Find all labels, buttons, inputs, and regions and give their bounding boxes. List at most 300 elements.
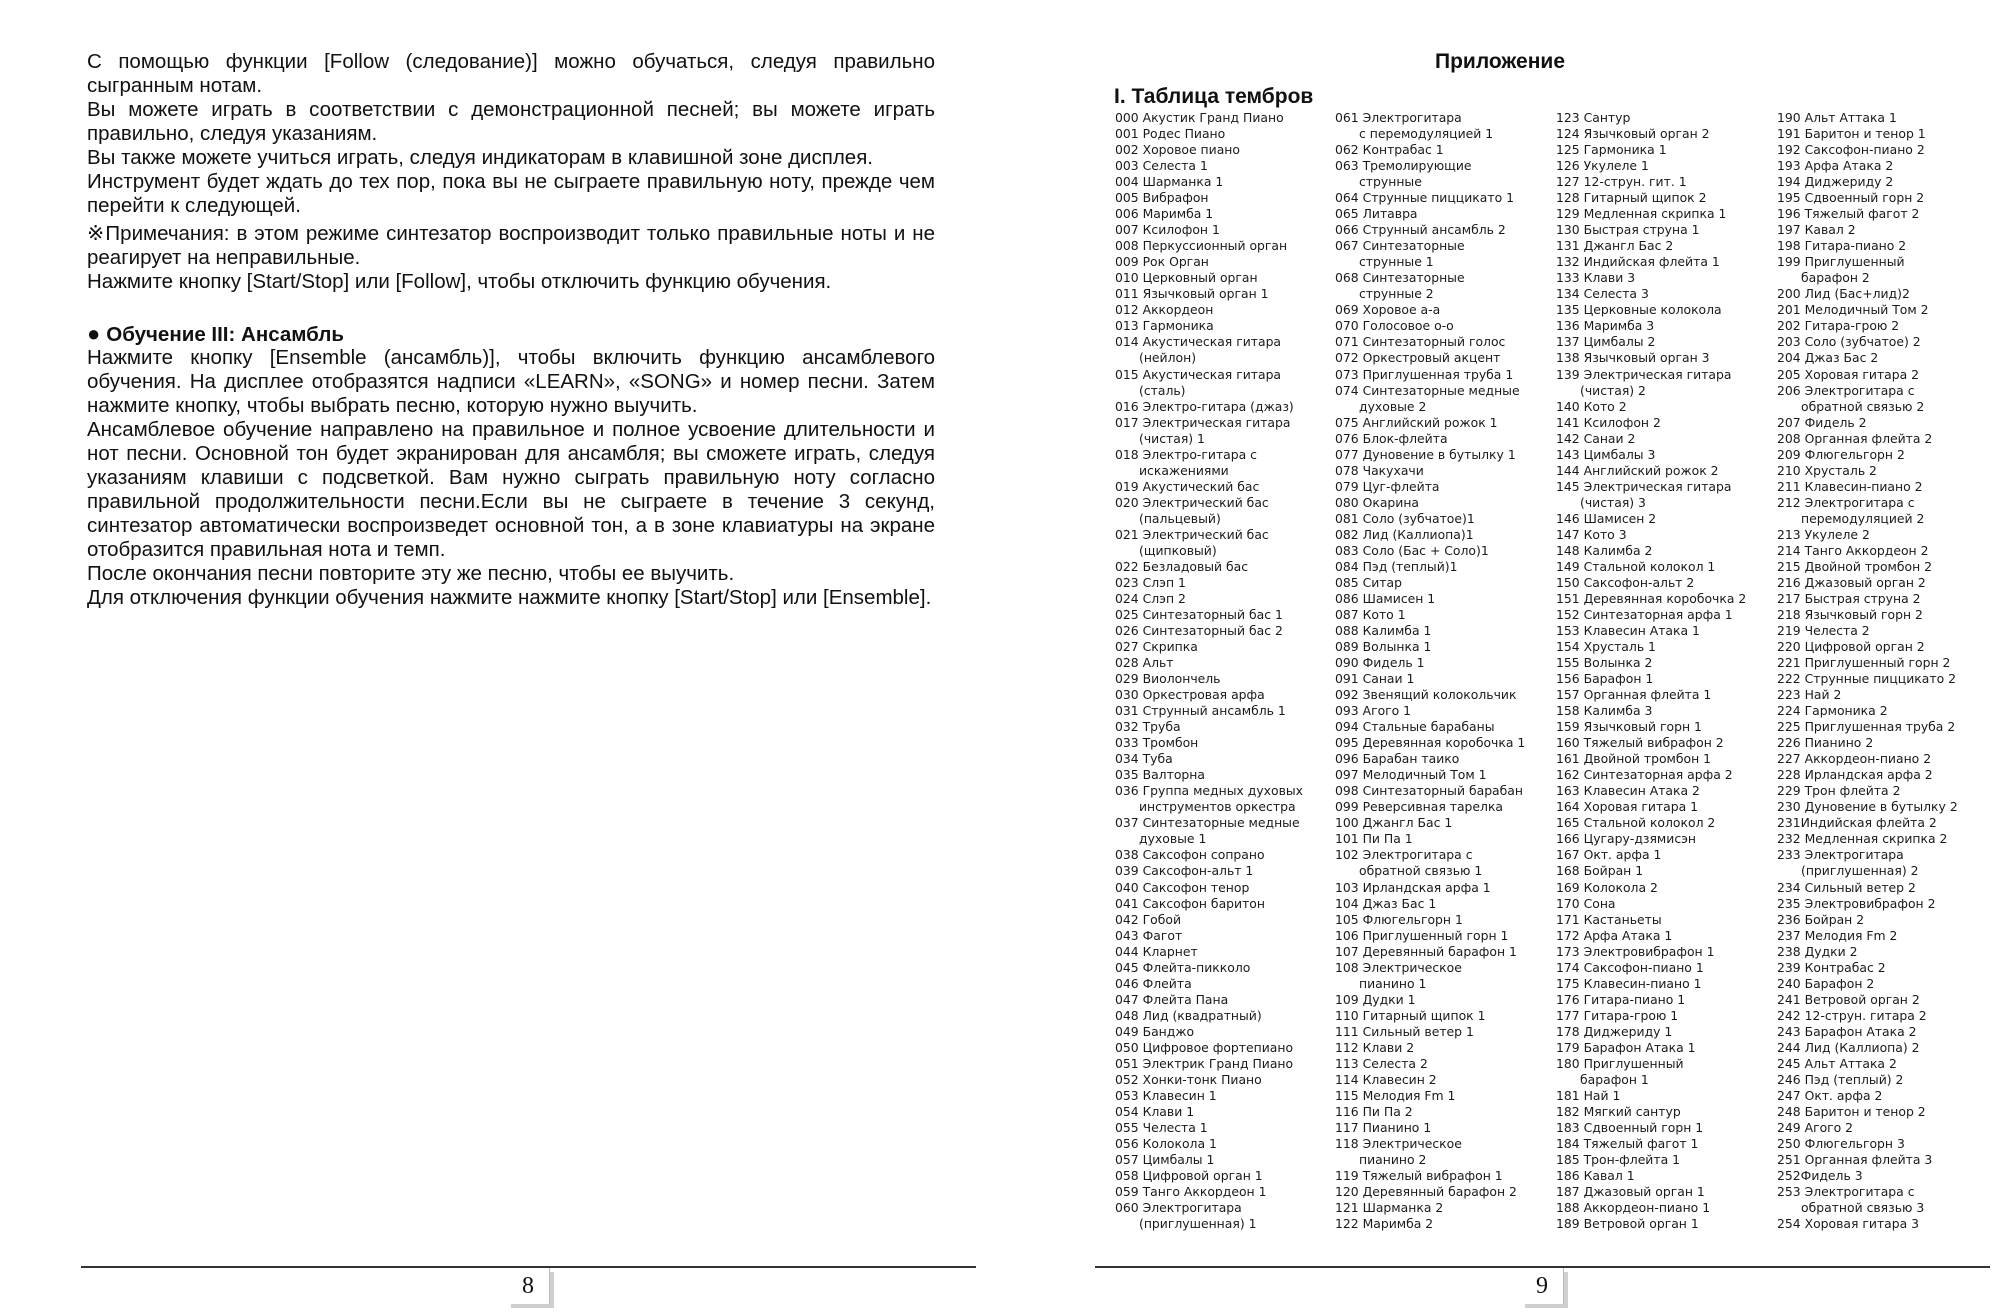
timbre-item: 009 Рок Орган — [1115, 254, 1209, 270]
timbre-item: 084 Пэд (теплый)1 — [1335, 558, 1458, 574]
timbre-item: 142 Санаи 2 — [1556, 430, 1636, 446]
timbre-item: 099 Реверсивная тарелка — [1335, 799, 1504, 815]
timbre-item: 021 Электрический бас — [1115, 526, 1269, 542]
timbre-item: 023 Слэп 1 — [1115, 574, 1186, 590]
timbre-item: 041 Саксофон баритон — [1115, 895, 1265, 911]
timbre-item: 086 Шамисен 1 — [1335, 590, 1436, 606]
timbre-item: 014 Акустическая гитара — [1115, 334, 1282, 350]
timbre-item: 120 Деревянный барафон 2 — [1335, 1184, 1517, 1200]
timbre-item: 077 Дуновение в бутылку 1 — [1335, 446, 1516, 462]
timbre-item: 048 Лид (квадратный) — [1115, 1007, 1262, 1023]
timbre-item: 254 Хоровая гитара 3 — [1777, 1216, 1920, 1232]
timbre-item: 026 Синтезаторный бас 2 — [1115, 623, 1283, 638]
timbre-item: 025 Синтезаторный бас 1 — [1115, 606, 1283, 622]
timbre-item: 083 Соло (Бас + Соло)1 — [1335, 542, 1489, 558]
timbre-item: 116 Пи Па 2 — [1335, 1103, 1413, 1119]
page-number: 8 — [507, 1268, 550, 1304]
timbre-item: 152 Синтезаторная арфа 1 — [1556, 606, 1733, 622]
timbre-item: 249 Агого 2 — [1777, 1119, 1854, 1135]
paragraph: Вы также можете учиться играть, следуя индикаторам в клавишной зоне дисплея. — [87, 146, 873, 169]
timbre-item: 235 Электровибрафон 2 — [1777, 895, 1936, 911]
timbre-item: 136 Маримба 3 — [1556, 318, 1655, 334]
timbre-item: 126 Укулеле 1 — [1556, 158, 1649, 174]
timbre-item: 145 Электрическая гитара — [1556, 478, 1732, 494]
timbre-item: 055 Челеста 1 — [1115, 1119, 1208, 1135]
timbre-item: 060 Электрогитара — [1115, 1200, 1242, 1216]
intro-text — [87, 50, 935, 218]
timbre-item: 068 Синтезаторные — [1335, 270, 1465, 286]
timbre-item: 016 Электро-гитара (джаз) — [1115, 398, 1294, 414]
timbre-item: 102 Электрогитара с — [1335, 847, 1473, 863]
timbre-item: 234 Сильный ветер 2 — [1777, 879, 1916, 895]
timbre-item: 133 Клави 3 — [1556, 270, 1636, 286]
timbre-item: 007 Ксилофон 1 — [1115, 222, 1220, 238]
timbre-item: 144 Английский рожок 2 — [1556, 462, 1719, 478]
timbre-item: 081 Соло (зубчатое)1 — [1335, 510, 1475, 526]
timbre-item: 184 Тяжелый фагот 1 — [1556, 1136, 1699, 1151]
paragraph: Нажмите кнопку [Ensemble (ансамбль)], чтобы включить функцию ансамблевого обучения. На дисплее отобразятся надписи «LEARN», «SONG» и номер песни. Затем нажмите кнопку, чтобы выбрать песню, которую нужно выучить. — [87, 346, 935, 417]
timbre-item: 153 Клавесин Атака 1 — [1556, 623, 1700, 638]
timbre-item: 015 Акустическая гитара — [1115, 366, 1282, 382]
timbre-item: 094 Стальные барабаны — [1335, 719, 1495, 735]
timbre-item: 105 Флюгельгорн 1 — [1335, 911, 1463, 927]
timbre-item: 208 Органная флейта 2 — [1777, 430, 1933, 446]
timbre-item: 030 Оркестровая арфа — [1115, 687, 1265, 703]
timbre-item: 192 Саксофон-пиано 2 — [1777, 142, 1925, 158]
timbre-item: 018 Электро-гитара с — [1115, 446, 1257, 462]
timbre-item: 082 Лид (Каллиопа)1 — [1335, 526, 1474, 542]
timbre-item: 080 Окарина — [1335, 494, 1420, 510]
timbre-item: 210 Хрусталь 2 — [1777, 462, 1877, 478]
section-heading-text: Обучение III: Ансамбль — [106, 323, 344, 346]
timbre-item: 185 Трон-флейта 1 — [1556, 1152, 1680, 1168]
timbre-item: 042 Гобой — [1115, 911, 1182, 927]
timbre-item: 146 Шамисен 2 — [1556, 510, 1657, 526]
timbre-item: 228 Ирландская арфа 2 — [1777, 767, 1933, 783]
timbre-item: 056 Колокола 1 — [1115, 1136, 1217, 1151]
timbre-item: 032 Труба — [1115, 719, 1181, 735]
timbre-item: 224 Гармоника 2 — [1777, 703, 1888, 719]
paragraph: После окончания песни повторите эту же песню, чтобы ее выучить. — [87, 562, 735, 585]
timbre-item: 017 Электрическая гитара — [1115, 414, 1291, 430]
timbre-item: 020 Электрический бас — [1115, 494, 1269, 510]
appendix-title: Приложение — [1434, 50, 1565, 73]
timbre-item: 045 Флейта-пикколо — [1115, 959, 1251, 975]
timbre-item: 093 Агого 1 — [1335, 703, 1412, 719]
timbre-item: 187 Джазовый орган 1 — [1556, 1184, 1705, 1200]
timbre-item: 003 Селеста 1 — [1115, 158, 1208, 174]
timbre-item: 196 Тяжелый фагот 2 — [1777, 206, 1920, 222]
timbre-item: 010 Церковный орган — [1115, 270, 1258, 286]
timbre-item: 141 Ксилофон 2 — [1556, 414, 1661, 430]
timbre-item: 218 Язычковый горн 2 — [1777, 606, 1923, 622]
paragraph: Вы можете играть в соответствии с демонстрационной песней; вы можете играть правильно, следуя указаниям. — [87, 98, 935, 145]
timbre-item: 180 Приглушенный — [1556, 1055, 1684, 1071]
timbre-item: 000 Акустик Гранд Пиано — [1115, 110, 1284, 125]
timbre-item: 226 Пианино 2 — [1777, 735, 1874, 751]
timbre-item: 013 Гармоника — [1115, 318, 1214, 334]
timbre-item: 244 Лид (Каллиопа) 2 — [1777, 1039, 1920, 1055]
timbre-item: 227 Аккордеон-пиано 2 — [1777, 751, 1932, 767]
timbre-item-continuation: (нейлон) — [1139, 350, 1197, 366]
timbre-item-continuation: инструментов оркестра — [1139, 799, 1296, 815]
timbre-item: 063 Тремолирующие — [1335, 158, 1472, 174]
timbre-item: 222 Струнные пиццикато 2 — [1777, 671, 1956, 687]
timbre-item: 132 Индийская флейта 1 — [1556, 254, 1720, 270]
timbre-item: 242 12-струн. гитара 2 — [1777, 1007, 1927, 1023]
timbre-item: 074 Синтезаторные медные — [1335, 382, 1520, 398]
timbre-item: 044 Кларнет — [1115, 943, 1198, 959]
timbre-item-continuation: пианино 2 — [1359, 1152, 1427, 1168]
timbre-item: 104 Джаз Бас 1 — [1335, 895, 1437, 911]
timbre-item: 027 Скрипка — [1115, 639, 1198, 655]
timbre-item-continuation: (пальцевый) — [1139, 510, 1221, 526]
timbre-item: 028 Альт — [1115, 655, 1174, 671]
timbre-item: 106 Приглушенный горн 1 — [1335, 927, 1509, 943]
timbre-item: 012 Аккордеон — [1115, 302, 1214, 318]
timbre-item: 188 Аккордеон-пиано 1 — [1556, 1200, 1711, 1216]
timbre-item: 161 Двойной тромбон 1 — [1556, 751, 1712, 767]
timbre-column-1 — [1115, 110, 1335, 1232]
timbre-item: 050 Цифровое фортепиано — [1115, 1039, 1294, 1055]
timbre-item: 006 Маримба 1 — [1115, 206, 1214, 222]
paragraph: С помощью функции [Follow (следование)] можно обучаться, следуя правильно сыгранным нотам. — [87, 50, 935, 97]
timbre-item: 148 Калимба 2 — [1556, 542, 1653, 558]
timbre-item: 225 Приглушенная труба 2 — [1777, 719, 1956, 735]
timbre-item-continuation: пианино 1 — [1359, 975, 1427, 991]
timbre-item-continuation: струнные 2 — [1359, 286, 1434, 302]
timbre-column-2 — [1335, 110, 1555, 1232]
timbre-item: 079 Цуг-флейта — [1335, 478, 1440, 494]
timbre-item-continuation: с перемодуляцией 1 — [1359, 126, 1494, 142]
timbre-item: 111 Сильный ветер 1 — [1335, 1023, 1474, 1039]
timbre-item: 059 Танго Аккордеон 1 — [1115, 1184, 1267, 1200]
timbre-item: 004 Шарманка 1 — [1115, 174, 1224, 190]
timbre-item: 117 Пианино 1 — [1335, 1119, 1432, 1135]
timbre-item: 213 Укулеле 2 — [1777, 526, 1870, 542]
timbre-item: 139 Электрическая гитара — [1556, 366, 1732, 382]
timbre-item: 158 Калимба 3 — [1556, 703, 1653, 719]
timbre-item: 072 Оркестровый акцент — [1335, 350, 1501, 366]
timbre-item: 169 Колокола 2 — [1556, 879, 1658, 895]
timbre-item: 053 Клавесин 1 — [1115, 1087, 1217, 1103]
timbre-item: 058 Цифровой орган 1 — [1115, 1168, 1263, 1184]
timbre-item: 096 Барабан таико — [1335, 751, 1460, 767]
timbre-item: 164 Хоровая гитара 1 — [1556, 799, 1699, 815]
timbre-item: 090 Фидель 1 — [1335, 655, 1425, 671]
timbre-column-3 — [1556, 110, 1776, 1232]
exit-instruction: Нажмите кнопку [Start/Stop] или [Follow], чтобы отключить функцию обучения. — [87, 270, 832, 293]
timbre-item: 049 Банджо — [1115, 1023, 1195, 1039]
timbre-item: 155 Волынка 2 — [1556, 655, 1653, 671]
timbre-item-continuation: (чистая) 2 — [1580, 382, 1646, 398]
timbre-item: 157 Органная флейта 1 — [1556, 687, 1712, 703]
timbre-item: 202 Гитара-грою 2 — [1777, 318, 1900, 334]
timbre-item: 039 Саксофон-альт 1 — [1115, 863, 1254, 879]
timbre-item: 114 Клавесин 2 — [1335, 1071, 1437, 1087]
timbre-item: 189 Ветровой орган 1 — [1556, 1216, 1699, 1232]
timbre-item: 024 Слэп 2 — [1115, 590, 1186, 606]
timbre-item-continuation: искажениями — [1139, 462, 1229, 478]
paragraph: Ансамблевое обучение направлено на правильное и полное усвоение длительности и нот песни. Основной тон будет экранирован для ансамбля; вы сможете играть, следуя указаниям клавиши с подсветкой. Вам нужно сыграть правильную ноту согласно правильной продолжительности песни.Если вы не сыграете в течение 3 секунд, синтезатор автоматически воспроизведет основной тон, а в зоне клавиатуры на экране отобразится правильная нота и темп. — [87, 418, 935, 561]
timbre-item: 186 Кавал 1 — [1556, 1168, 1635, 1184]
timbre-item: 089 Волынка 1 — [1335, 639, 1432, 655]
timbre-item: 230 Дуновение в бутылку 2 — [1777, 799, 1958, 815]
timbre-item: 043 Фагот — [1115, 927, 1183, 943]
timbre-item: 220 Цифровой орган 2 — [1777, 639, 1925, 655]
timbre-item: 091 Санаи 1 — [1335, 671, 1415, 687]
timbre-item: 154 Хрусталь 1 — [1556, 639, 1656, 655]
timbre-item: 022 Безладовый бас — [1115, 558, 1249, 574]
timbre-item: 123 Сантур — [1556, 110, 1631, 125]
timbre-item: 002 Хоровое пиано — [1115, 142, 1240, 158]
timbre-item: 140 Кото 2 — [1556, 398, 1627, 414]
timbre-item: 033 Тромбон — [1115, 735, 1199, 751]
timbre-item: 206 Электрогитара с — [1777, 382, 1915, 398]
timbre-item: 159 Язычковый горн 1 — [1556, 719, 1702, 735]
timbre-item: 251 Органная флейта 3 — [1777, 1152, 1933, 1168]
timbre-item: 085 Ситар — [1335, 574, 1402, 590]
bullet-icon: ● — [87, 321, 101, 346]
timbre-item: 203 Соло (зубчатое) 2 — [1777, 334, 1921, 350]
timbre-item: 231Индийская флейта 2 — [1777, 815, 1937, 831]
timbre-item: 195 Сдвоенный горн 2 — [1777, 190, 1925, 206]
timbre-item: 163 Клавесин Атака 2 — [1556, 783, 1700, 799]
timbre-item: 236 Бойран 2 — [1777, 911, 1865, 927]
timbre-item: 193 Арфа Атака 2 — [1777, 158, 1894, 174]
timbre-item: 098 Синтезаторный барабан — [1335, 783, 1523, 799]
timbre-item: 087 Кото 1 — [1335, 606, 1406, 622]
timbre-item: 165 Стальной колокол 2 — [1556, 815, 1716, 831]
timbre-item: 046 Флейта — [1115, 975, 1192, 991]
timbre-item: 211 Клавесин-пиано 2 — [1777, 478, 1923, 494]
timbre-item-continuation: (приглушенная) 1 — [1139, 1216, 1257, 1232]
timbre-item: 243 Барафон Атака 2 — [1777, 1023, 1917, 1039]
timbre-item: 229 Трон флейта 2 — [1777, 783, 1901, 799]
timbre-item: 115 Мелодия Fm 1 — [1335, 1087, 1456, 1103]
timbre-item: 101 Пи Па 1 — [1335, 831, 1413, 847]
timbre-item-continuation: (чистая) 3 — [1580, 494, 1646, 510]
timbre-item: 151 Деревянная коробочка 2 — [1556, 590, 1747, 606]
timbre-item: 057 Цимбалы 1 — [1115, 1152, 1215, 1168]
timbre-item: 037 Синтезаторные медные — [1115, 815, 1300, 831]
timbre-item: 061 Электрогитара — [1335, 110, 1462, 125]
timbre-item: 214 Танго Аккордеон 2 — [1777, 542, 1929, 558]
timbre-item: 112 Клави 2 — [1335, 1039, 1415, 1055]
timbre-item: 031 Струнный ансамбль 1 — [1115, 703, 1286, 719]
timbre-item: 160 Тяжелый вибрафон 2 — [1556, 735, 1724, 751]
timbre-item: 175 Клавесин-пиано 1 — [1556, 975, 1702, 991]
timbre-item: 237 Мелодия Fm 2 — [1777, 927, 1898, 943]
timbre-item: 073 Приглушенная труба 1 — [1335, 366, 1514, 382]
timbre-item: 200 Лид (Бас+лид)2 — [1777, 286, 1910, 302]
timbre-item: 067 Синтезаторные — [1335, 238, 1465, 254]
timbre-item-continuation: струнные — [1359, 174, 1422, 190]
timbre-item: 247 Окт. арфа 2 — [1777, 1087, 1883, 1103]
timbre-item: 167 Окт. арфа 1 — [1556, 847, 1662, 863]
timbre-item-continuation: перемодуляцией 2 — [1801, 510, 1925, 526]
timbre-item: 029 Виолончель — [1115, 671, 1221, 687]
timbre-item-continuation: (приглушенная) 2 — [1801, 863, 1919, 879]
timbre-item: 066 Струнный ансамбль 2 — [1335, 222, 1506, 238]
timbre-item: 005 Вибрафон — [1115, 190, 1209, 206]
timbre-item: 036 Группа медных духовых — [1115, 783, 1304, 799]
timbre-item: 207 Фидель 2 — [1777, 414, 1867, 430]
timbre-item-continuation: (чистая) 1 — [1139, 430, 1205, 446]
paragraph: Для отключения функции обучения нажмите нажмите кнопку [Start/Stop] или [Ensemble]. — [87, 586, 932, 609]
timbre-item: 240 Барафон 2 — [1777, 975, 1875, 991]
timbre-item: 054 Клави 1 — [1115, 1103, 1195, 1119]
timbre-item: 241 Ветровой орган 2 — [1777, 991, 1920, 1007]
timbre-item: 062 Контрабас 1 — [1335, 142, 1444, 158]
timbre-item: 078 Чакухачи — [1335, 462, 1424, 478]
timbre-item: 107 Деревянный барафон 1 — [1335, 943, 1517, 959]
timbre-item-continuation: обратной связью 2 — [1801, 398, 1925, 414]
timbre-item: 121 Шарманка 2 — [1335, 1200, 1444, 1216]
timbre-item: 173 Электровибрафон 1 — [1556, 943, 1715, 959]
timbre-item: 217 Быстрая струна 2 — [1777, 590, 1921, 606]
timbre-item: 182 Мягкий сантур — [1556, 1103, 1681, 1119]
timbre-item-continuation: духовые 1 — [1139, 831, 1207, 847]
note-text: ※Примечания: в этом режиме синтезатор воспроизводит только правильные ноты и не реагирует на неправильные. — [87, 222, 935, 269]
timbre-item: 109 Дудки 1 — [1335, 991, 1416, 1007]
timbre-item: 143 Цимбалы 3 — [1556, 446, 1656, 462]
timbre-item-continuation: (сталь) — [1139, 382, 1186, 398]
timbre-item: 183 Сдвоенный горн 1 — [1556, 1119, 1704, 1135]
timbre-item: 113 Селеста 2 — [1335, 1055, 1428, 1071]
timbre-item-continuation: обратной связью 3 — [1801, 1200, 1925, 1216]
ensemble-text — [87, 346, 935, 610]
timbre-item: 221 Приглушенный горн 2 — [1777, 655, 1951, 671]
timbre-item: 215 Двойной тромбон 2 — [1777, 558, 1933, 574]
paragraph: Инструмент будет ждать до тех пор, пока вы не сыграете правильную ноту, прежде чем перейти к следующей. — [87, 170, 935, 217]
timbre-item: 181 Най 1 — [1556, 1087, 1621, 1103]
timbre-item: 097 Мелодичный Том 1 — [1335, 767, 1487, 783]
timbre-item: 149 Стальной колокол 1 — [1556, 558, 1716, 574]
timbre-item: 130 Быстрая струна 1 — [1556, 222, 1700, 238]
timbre-item: 119 Тяжелый вибрафон 1 — [1335, 1168, 1503, 1184]
timbre-item: 065 Литавра — [1335, 206, 1418, 222]
timbre-item: 194 Диджериду 2 — [1777, 174, 1894, 190]
timbre-item: 171 Кастаньеты — [1556, 911, 1662, 927]
timbre-item: 174 Саксофон-пиано 1 — [1556, 959, 1704, 975]
timbre-item: 232 Медленная скрипка 2 — [1777, 831, 1948, 847]
timbre-item-continuation: струнные 1 — [1359, 254, 1434, 270]
timbre-item: 125 Гармоника 1 — [1556, 142, 1667, 158]
timbre-item: 070 Голосовое о-о — [1335, 318, 1454, 334]
timbre-item: 071 Синтезаторный голос — [1335, 334, 1506, 350]
timbre-item: 190 Альт Аттака 1 — [1777, 110, 1897, 125]
timbre-item: 238 Дудки 2 — [1777, 943, 1858, 959]
timbre-item: 088 Калимба 1 — [1335, 623, 1432, 638]
timbre-column-4 — [1777, 110, 1997, 1232]
timbre-item: 191 Баритон и тенор 1 — [1777, 126, 1926, 142]
timbre-item: 122 Маримба 2 — [1335, 1216, 1434, 1232]
timbre-item: 131 Джангл Бас 2 — [1556, 238, 1674, 254]
timbre-item: 172 Арфа Атака 1 — [1556, 927, 1673, 943]
timbre-item: 092 Звенящий колокольчик — [1335, 687, 1517, 703]
timbre-item: 108 Электрическое — [1335, 959, 1462, 975]
timbre-item: 076 Блок-флейта — [1335, 430, 1448, 446]
timbre-item: 124 Язычковый орган 2 — [1556, 126, 1710, 142]
timbre-item: 179 Барафон Атака 1 — [1556, 1039, 1696, 1055]
timbre-item: 008 Перкуссионный орган — [1115, 238, 1288, 254]
timbre-item: 011 Язычковый орган 1 — [1115, 286, 1269, 302]
timbre-item: 252Фидель 3 — [1777, 1168, 1863, 1184]
timbre-item: 127 12-струн. гит. 1 — [1556, 174, 1687, 190]
timbre-item: 040 Саксофон тенор — [1115, 879, 1250, 895]
timbre-item: 201 Мелодичный Том 2 — [1777, 302, 1929, 318]
timbre-item: 069 Хоровое а-а — [1335, 302, 1441, 318]
timbre-item: 129 Медленная скрипка 1 — [1556, 206, 1727, 222]
timbre-item: 205 Хоровая гитара 2 — [1777, 366, 1920, 382]
timbre-item: 110 Гитарный щипок 1 — [1335, 1007, 1486, 1023]
timbre-item: 095 Деревянная коробочка 1 — [1335, 735, 1526, 751]
timbre-item: 223 Най 2 — [1777, 687, 1842, 703]
timbre-item: 199 Приглушенный — [1777, 254, 1905, 270]
timbre-item: 150 Саксофон-альт 2 — [1556, 574, 1695, 590]
timbre-item: 128 Гитарный щипок 2 — [1556, 190, 1707, 206]
timbre-item: 035 Валторна — [1115, 767, 1205, 783]
timbre-item: 245 Альт Аттака 2 — [1777, 1055, 1897, 1071]
timbre-item: 204 Джаз Бас 2 — [1777, 350, 1879, 366]
section-title: I. Таблица тембров — [1114, 85, 1314, 108]
timbre-item-continuation: (щипковый) — [1139, 542, 1217, 558]
timbre-item: 216 Джазовый орган 2 — [1777, 574, 1926, 590]
timbre-item: 034 Туба — [1115, 751, 1173, 767]
timbre-item: 156 Барафон 1 — [1556, 671, 1654, 687]
timbre-item: 019 Акустический бас — [1115, 478, 1260, 494]
timbre-item: 001 Родес Пиано — [1115, 126, 1226, 142]
timbre-item: 118 Электрическое — [1335, 1136, 1462, 1151]
timbre-item: 134 Селеста 3 — [1556, 286, 1649, 302]
right-page — [1000, 0, 2000, 1316]
timbre-item: 233 Электрогитара — [1777, 847, 1904, 863]
timbre-item: 178 Диджериду 1 — [1556, 1023, 1673, 1039]
timbre-item: 166 Цугару-дзямисэн — [1556, 831, 1697, 847]
timbre-item: 212 Электрогитара с — [1777, 494, 1915, 510]
page-number: 9 — [1521, 1268, 1564, 1304]
timbre-item: 135 Церковные колокола — [1556, 302, 1722, 318]
timbre-item: 075 Английский рожок 1 — [1335, 414, 1498, 430]
timbre-item: 246 Пэд (теплый) 2 — [1777, 1071, 1904, 1087]
timbre-item: 219 Челеста 2 — [1777, 623, 1870, 638]
timbre-item-continuation: барафон 2 — [1801, 270, 1870, 286]
timbre-item: 052 Хонки-тонк Пиано — [1115, 1071, 1262, 1087]
timbre-item: 162 Синтезаторная арфа 2 — [1556, 767, 1733, 783]
timbre-item: 138 Язычковый орган 3 — [1556, 350, 1710, 366]
timbre-item: 198 Гитара-пиано 2 — [1777, 238, 1907, 254]
timbre-item: 253 Электрогитара с — [1777, 1184, 1915, 1200]
timbre-item: 197 Кавал 2 — [1777, 222, 1856, 238]
timbre-item: 100 Джангл Бас 1 — [1335, 815, 1453, 831]
timbre-item: 103 Ирландская арфа 1 — [1335, 879, 1491, 895]
timbre-item: 168 Бойран 1 — [1556, 863, 1644, 879]
timbre-item: 170 Сона — [1556, 895, 1616, 911]
timbre-item: 047 Флейта Пана — [1115, 991, 1229, 1007]
timbre-item: 248 Баритон и тенор 2 — [1777, 1103, 1926, 1119]
timbre-item: 137 Цимбалы 2 — [1556, 334, 1656, 350]
timbre-item: 147 Кото 3 — [1556, 526, 1627, 542]
timbre-item: 051 Электрик Гранд Пиано — [1115, 1055, 1294, 1071]
timbre-item: 250 Флюгельгорн 3 — [1777, 1136, 1905, 1151]
note-block — [87, 222, 935, 294]
timbre-item-continuation: барафон 1 — [1580, 1071, 1649, 1087]
timbre-item: 064 Струнные пиццикато 1 — [1335, 190, 1514, 206]
timbre-item-continuation: духовые 2 — [1359, 398, 1427, 414]
timbre-item: 239 Контрабас 2 — [1777, 959, 1886, 975]
timbre-item-continuation: обратной связью 1 — [1359, 863, 1483, 879]
